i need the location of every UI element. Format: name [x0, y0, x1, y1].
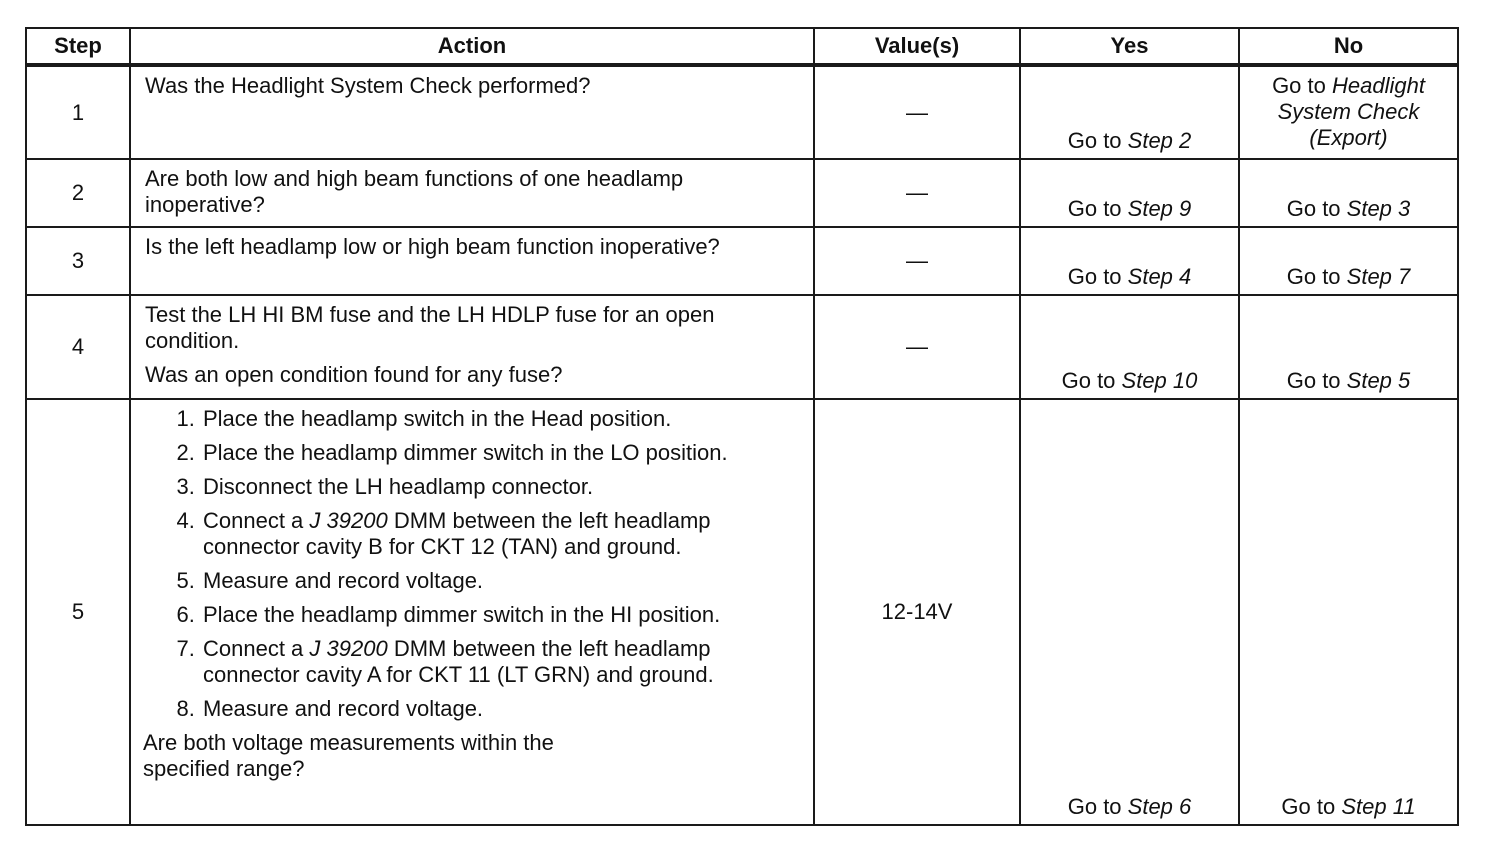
- action-text: Was the Headlight System Check performed?: [130, 65, 814, 159]
- list-item: 3. Disconnect the LH headlamp connector.: [201, 474, 803, 500]
- list-item-text: Connect a: [203, 636, 310, 661]
- list-item: 5. Measure and record voltage.: [201, 568, 803, 594]
- table-row: [26, 159, 1458, 227]
- goto-target: Step 7: [1346, 264, 1411, 289]
- goto-prefix: Go to: [1272, 73, 1332, 98]
- value-text: —: [814, 65, 1020, 159]
- procedure-list: [145, 406, 803, 722]
- goto-target: Step 10: [1121, 368, 1198, 393]
- no-cell: [1239, 159, 1458, 227]
- action-instruction: Test the LH HI BM fuse and the LH HDLP fuse for an open condition.: [145, 302, 715, 353]
- step-number: 3: [26, 227, 130, 295]
- table-row: [26, 399, 1458, 825]
- list-item: [201, 508, 803, 560]
- step-number: 4: [26, 295, 130, 399]
- goto-target: Step 2: [1127, 128, 1192, 153]
- step-number: 1: [26, 65, 130, 159]
- goto-prefix: Go to: [1067, 264, 1128, 289]
- goto-target: Step 9: [1127, 196, 1192, 221]
- list-item: 6. Place the headlamp dimmer switch in the HI position.: [201, 602, 803, 628]
- table-row: [26, 65, 1458, 159]
- value-text: 12-14V: [814, 399, 1020, 825]
- header-row: [26, 28, 1458, 65]
- no-cell: [1239, 227, 1458, 295]
- goto-prefix: Go to: [1067, 128, 1128, 153]
- goto-target: Step 6: [1127, 794, 1192, 819]
- action-text: [130, 399, 814, 825]
- header-values: Value(s): [814, 28, 1020, 65]
- goto-prefix: Go to: [1286, 196, 1347, 221]
- table-row: [26, 295, 1458, 399]
- goto-prefix: Go to: [1286, 368, 1347, 393]
- no-cell: [1239, 399, 1458, 825]
- header-step: Step: [26, 28, 130, 65]
- list-item: 2. Place the headlamp dimmer switch in the LO position.: [201, 440, 803, 466]
- tool-reference: J 39200: [309, 636, 388, 661]
- no-cell: [1239, 65, 1458, 159]
- table-row: [26, 227, 1458, 295]
- list-item: [201, 636, 803, 688]
- step-number: 5: [26, 399, 130, 825]
- goto-target: Step 5: [1346, 368, 1411, 393]
- goto-target: Step 4: [1127, 264, 1192, 289]
- list-item: 8. Measure and record voltage.: [201, 696, 803, 722]
- yes-cell: [1020, 227, 1239, 295]
- list-item-text: Connect a: [203, 508, 310, 533]
- goto-prefix: Go to: [1067, 196, 1128, 221]
- goto-target: Step 11: [1341, 794, 1416, 819]
- yes-cell: [1020, 295, 1239, 399]
- diagnostic-table: [25, 27, 1459, 826]
- goto-prefix: Go to: [1061, 368, 1122, 393]
- step-number: 2: [26, 159, 130, 227]
- yes-cell: [1020, 65, 1239, 159]
- action-text: Are both low and high beam functions of one headlamp inoperative?: [130, 159, 814, 227]
- action-question: Was an open condition found for any fuse?: [145, 362, 563, 387]
- list-item: 1. Place the headlamp switch in the Head position.: [201, 406, 803, 432]
- value-text: —: [814, 227, 1020, 295]
- goto-target: Headlight System Check (Export): [1277, 73, 1425, 150]
- action-question: Are both voltage measurements within the specified range?: [143, 730, 554, 781]
- tool-reference: J 39200: [309, 508, 388, 533]
- action-text: Is the left headlamp low or high beam function inoperative?: [130, 227, 814, 295]
- list-item-text: DMM between the left headlamp connector cavity B for CKT 12 (TAN) and ground.: [203, 508, 711, 559]
- header-action: Action: [130, 28, 814, 65]
- header-yes: Yes: [1020, 28, 1239, 65]
- header-no: No: [1239, 28, 1458, 65]
- goto-prefix: Go to: [1281, 794, 1342, 819]
- goto-prefix: Go to: [1286, 264, 1347, 289]
- no-cell: [1239, 295, 1458, 399]
- list-item-text: DMM between the left headlamp connector cavity A for CKT 11 (LT GRN) and ground.: [203, 636, 714, 687]
- value-text: —: [814, 159, 1020, 227]
- yes-cell: [1020, 159, 1239, 227]
- goto-target: Step 3: [1346, 196, 1411, 221]
- yes-cell: [1020, 399, 1239, 825]
- action-text: [130, 295, 814, 399]
- value-text: —: [814, 295, 1020, 399]
- goto-prefix: Go to: [1067, 794, 1128, 819]
